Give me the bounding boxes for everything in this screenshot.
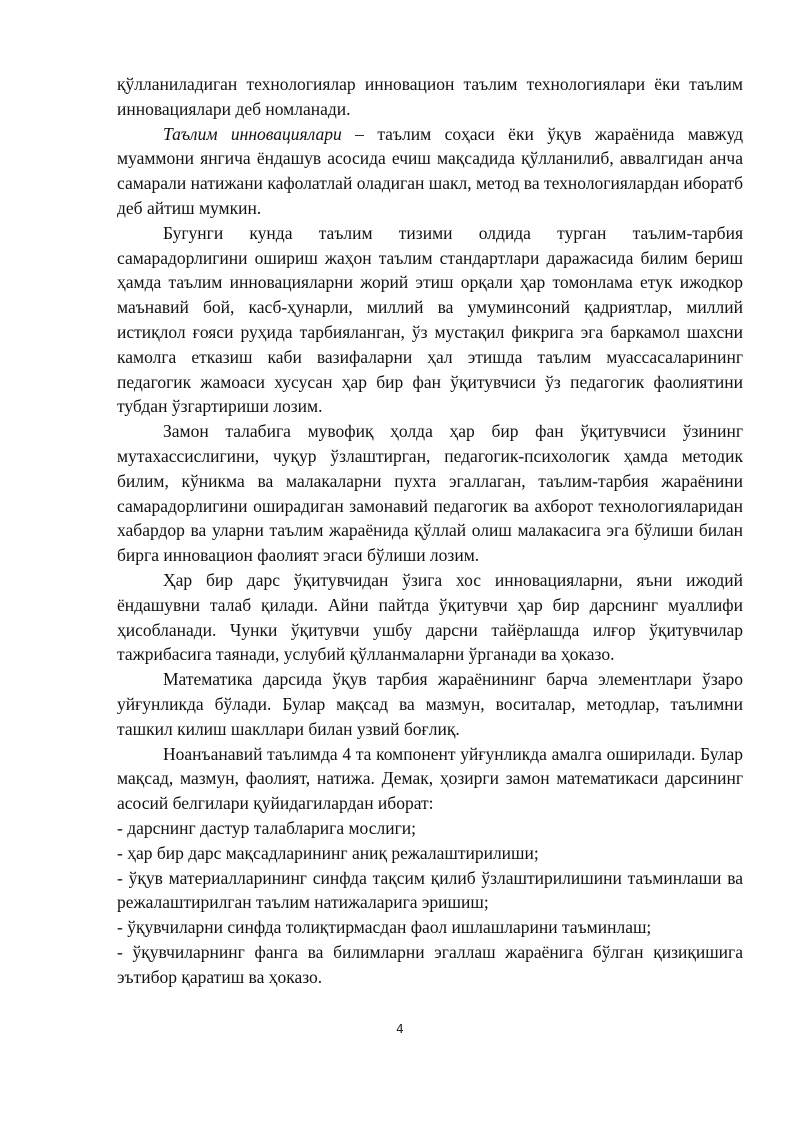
- page-number: 4: [396, 1022, 404, 1036]
- paragraph-body: Ноанъанавий таълимда 4 та компонент уйғунликда амалга оширилади. Булар мақсад, мазмун, фаолият, натижа. Демак, ҳозирги замон математикаси дарсининг асосий белгилари қуйидагилардан иборат:: [117, 743, 743, 814]
- paragraph-definition: [117, 122, 743, 221]
- definition-text: – таълим соҳаси ёки ўқув жараёнида мавжуд муаммони янгича ёндашув асосида ечиш мақсадида қўлланилиб, аввалгидан анча самарали натижани кафолатлай оладиган шакл, метод ва технологиялардан иборатб деб айтиш мумкин.: [117, 123, 743, 218]
- list-item: - ўқувчиларни синфда толиқтирмасдан фаол ишлашларини таъминлаш;: [117, 917, 652, 938]
- paragraph-body: Бугунги кунда таълим тизими олдида турган таълим-тарбия самарадорлигини ошириш жаҳон таълим стандартлари даражасида билим бериш ҳамда таълим инновацияларни жорий этиш орқали ҳар томонлама етук ижодкор маънавий бой, касб-ҳунарли, миллий ва умуминсоний қадриятлар, миллий истиқлол ғояси руҳида тарбияланган, ўз мустақил фикрига эга баркамол шахсни камолга етказиш каби вазифаларни ҳал этишда таълим муассасаларининг педагогик жамоаси хусусан ҳар бир фан ўқитувчиси ўз педагогик фаолиятини тубдан ўзгартириши лозим.: [117, 222, 743, 417]
- list-item: - дарснинг дастур талабларига мослиги;: [117, 817, 416, 838]
- list-item: - ўқув материалларининг синфда тақсим қилиб ўзлаштирилишини таъминлаши ва режалаштирилган таълим натижаларига эришиш;: [117, 867, 743, 913]
- document-body: [117, 72, 743, 989]
- paragraph-body: Замон талабига мувофиқ ҳолда ҳар бир фан ўқитувчиси ўзининг мутахассислигини, чуқур ўзлаштирган, педагогик-психологик ҳамда методик билим, кўникма ва малакаларни пухта эгаллаган, таълим-тарбия жараёнини самарадорлигини оширадиган замонавий педагогик ва ахборот технологияларидан хабардор ва уларни таълим жараёнида қўллай олиш малакасига эга бўлиши билан бирга инновацион фаолият эгаси бўлиши лозим.: [117, 421, 743, 566]
- paragraph-body: Математика дарсида ўқув тарбия жараёнининг барча элементлари ўзаро уйғунликда бўлади. Булар мақсад ва мазмун, воситалар, методлар, таълимни ташкил килиш шакллари билан узвий боғлиқ.: [117, 669, 743, 739]
- defined-term: Таълим инновациялари: [163, 123, 342, 144]
- paragraph-body: Ҳар бир дарс ўқитувчидан ўзига хос инновацияларни, яъни ижодий ёндашувни талаб қилади. Айни пайтда ўқитувчи ҳар бир дарснинг муаллифи ҳисобланади. Чунки ўқитувчи ушбу дарсни тайёрлашда илғор ўқитувчилар тажрибасига таянади, услубий қўлланмаларни ўрганади ва ҳоказо.: [117, 569, 743, 665]
- list-item: - ўқувчиларнинг фанга ва билимларни эгаллаш жараёнига бўлган қизиқишига эътибор қаратиш ва ҳоказо.: [117, 941, 743, 987]
- paragraph-continuation: қўлланиладиган технологиялар инновацион таълим технологиялари ёки таълим инновациялари деб номланади.: [117, 74, 743, 119]
- list-item: - ҳар бир дарс мақсадларининг аниқ режалаштирилиши;: [117, 842, 539, 863]
